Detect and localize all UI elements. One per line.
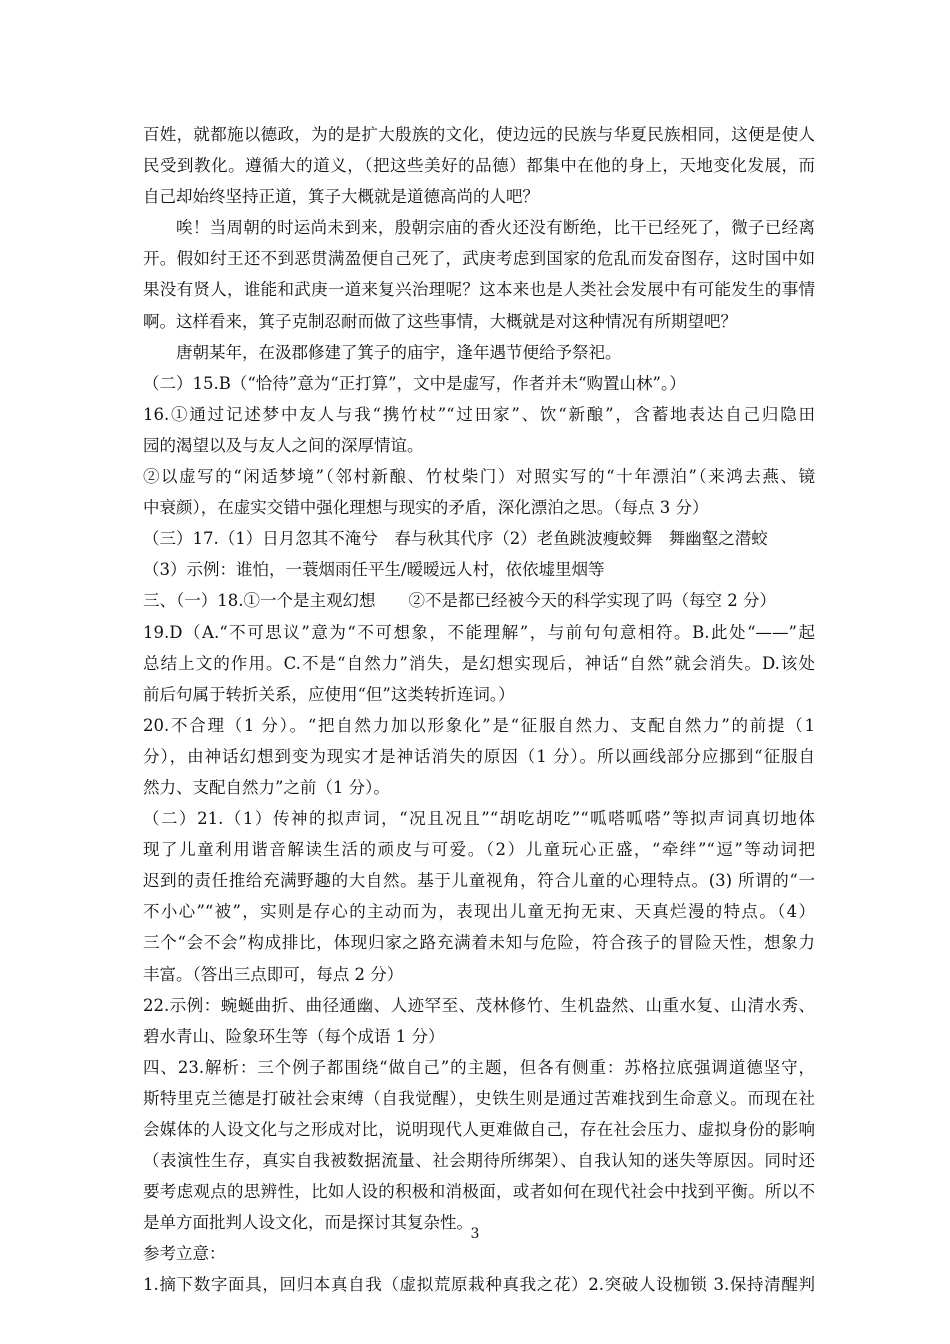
text-line: （三）17.（1）日月忽其不淹兮 春与秋其代序（2）老鱼跳波瘦蛟舞 舞幽壑之潜蛟 [143, 529, 768, 549]
text-line: 迟到的责任推给充满野趣的大自然。基于儿童视角，符合儿童的心理特点。(3) 所谓的“一 [143, 871, 815, 891]
paragraph [143, 617, 815, 710]
paragraph [143, 337, 815, 368]
text-line: 斯特里克兰德是打破社会束缚（自我觉醒），史铁生则是通过苦难找到生命意义。而现在社 [143, 1088, 815, 1108]
paragraph [143, 368, 815, 399]
text-line: 百姓，就都施以德政，为的是扩大殷族的文化，使边远的民族与华夏民族相同，这便是使人 [143, 125, 815, 144]
text-line: 碧水青山、险象环生等（每个成语 1 分） [143, 1026, 445, 1046]
text-line: 丰富。（答出三点即可，每点 2 分） [143, 964, 404, 984]
paragraph [143, 710, 815, 803]
text-line: 会媒体的人设文化与之形成对比，说明现代人更难做自己，存在社会压力、虚拟身份的影响 [143, 1120, 815, 1139]
paragraph [143, 523, 815, 554]
text-line: （表演性生存，真实自我被数据流量、社会期待所绑架）、自我认知的迷失等原因。同时还 [143, 1151, 815, 1171]
text-line: 分），由神话幻想到变为现实才是神话消失的原因（1 分）。所以画线部分应挪到“征服自 [143, 746, 815, 766]
text-line: 22.示例：蜿蜒曲折、曲径通幽、人迹罕至、茂林修竹、生机盎然、山重水复、山清水秀、 [143, 995, 815, 1015]
text-line: 19.D（A.“不可思议”意为“不可想象，不能理解”，与前句句意相符。B.此处“——”起 [143, 622, 815, 642]
text-line: 果没有贤人，谁能和武庚一道来复兴治理呢？这本来也是人类社会发展中有可能发生的事情 [143, 280, 815, 300]
paragraph [143, 990, 815, 1052]
text-line: 要考虑观点的思辨性，比如人设的积极和消极面，或者如何在现代社会中找到平衡。所以不 [143, 1182, 815, 1202]
text-line: 20.不合理（1 分）。“把自然力加以形象化”是“征服自然力、支配自然力”的前提（1 [143, 715, 815, 735]
text-line: （二）15.B（“恰待”意为“正打算”，文中是虚写，作者并未“购置山林”。） [143, 373, 686, 393]
paragraph [143, 554, 815, 585]
text-line: 总结上文的作用。C.不是“自然力”消失，是幻想实现后，神话“自然”就会消失。D.该处 [143, 653, 815, 673]
text-line: 啊。这样看来，箕子克制忍耐而做了这些事情，大概就是对这种情况有所期望吧？ [143, 311, 737, 331]
text-line: 唐朝某年，在汲郡修建了箕子的庙宇，逢年遇节便给予祭祀。 [176, 342, 622, 362]
paragraph [143, 1052, 815, 1239]
paragraph [143, 119, 815, 212]
paragraph [143, 399, 815, 461]
text-line: 是单方面批判人设文化，而是探讨其复杂性。 [143, 1213, 473, 1233]
paragraph [143, 461, 815, 523]
text-line: 中衰颜），在虚实交错中强化理想与现实的矛盾，深化漂泊之思。（每点 3 分） [143, 498, 709, 518]
text-line: 不小心”“被”，实则是存心的主动而为，表现出儿童无拘无束、天真烂漫的特点。（4） [143, 902, 815, 922]
paragraph [143, 212, 815, 336]
text-line: 开。假如纣王还不到恶贯满盈便自己死了，武庚考虑到国家的危乱而发奋图存，这时国中如 [143, 249, 815, 269]
text-line: 16.①通过记述梦中友人与我“携竹杖”“过田家”、饮“新酿”，含蓄地表达自己归隐田 [143, 404, 815, 424]
page-number: 3 [470, 1226, 480, 1242]
text-line: 参考立意： [143, 1244, 226, 1264]
text-line: （3）示例：谁怕，一蓑烟雨任平生/暧暧远人村，依依墟里烟等 [143, 560, 605, 580]
answer-key-text [143, 119, 815, 1301]
paragraph [143, 1269, 815, 1300]
text-line: 三个“会不会”构成排比，体现归家之路充满着未知与危险，符合孩子的冒险天性，想象力 [143, 933, 815, 953]
text-line: 前后句属于转折关系，应使用“但”这类转折连词。） [143, 684, 515, 704]
text-line: 三、（一）18.①一个是主观幻想 ②不是都已经被今天的科学实现了吗（每空 2 分） [143, 591, 776, 611]
text-line: 四、23.解析：三个例子都围绕“做自己”的主题，但各有侧重：苏格拉底强调道德坚守， [143, 1057, 815, 1077]
text-line: 然力、支配自然力”之前（1 分）。 [143, 777, 390, 797]
text-line: 唉！当周朝的时运尚未到来，殷朝宗庙的香火还没有断绝，比干已经死了，微子已经离 [176, 218, 815, 238]
paragraph [143, 803, 815, 990]
text-line: （二）21.（1）传神的拟声词，“况且况且”“胡吃胡吃”“呱嗒呱嗒”等拟声词真切地体 [143, 809, 815, 829]
paragraph [143, 1238, 815, 1269]
text-line: 现了儿童利用谐音解读生活的顽皮与可爱。（2）儿童玩心正盛，“牵绊”“逗”等动词把 [143, 840, 815, 860]
text-line: ②以虚写的“闲适梦境”（邻村新酿、竹杖柴门）对照实写的“十年漂泊”（来鸿去燕、镜 [143, 467, 815, 487]
text-line: 自己却始终坚持正道，箕子大概就是道德高尚的人吧？ [143, 187, 539, 207]
text-line: 1.摘下数字面具，回归本真自我（虚拟荒原栽种真我之花）2.突破人设枷锁 3.保持清醒判 [143, 1275, 815, 1295]
text-line: 园的渴望以及与友人之间的深厚情谊。 [143, 435, 424, 455]
text-line: 民受到教化。遵循大的道义，（把这些美好的品德）都集中在他的身上，天地变化发展，而 [143, 156, 815, 176]
paragraph [143, 585, 815, 616]
